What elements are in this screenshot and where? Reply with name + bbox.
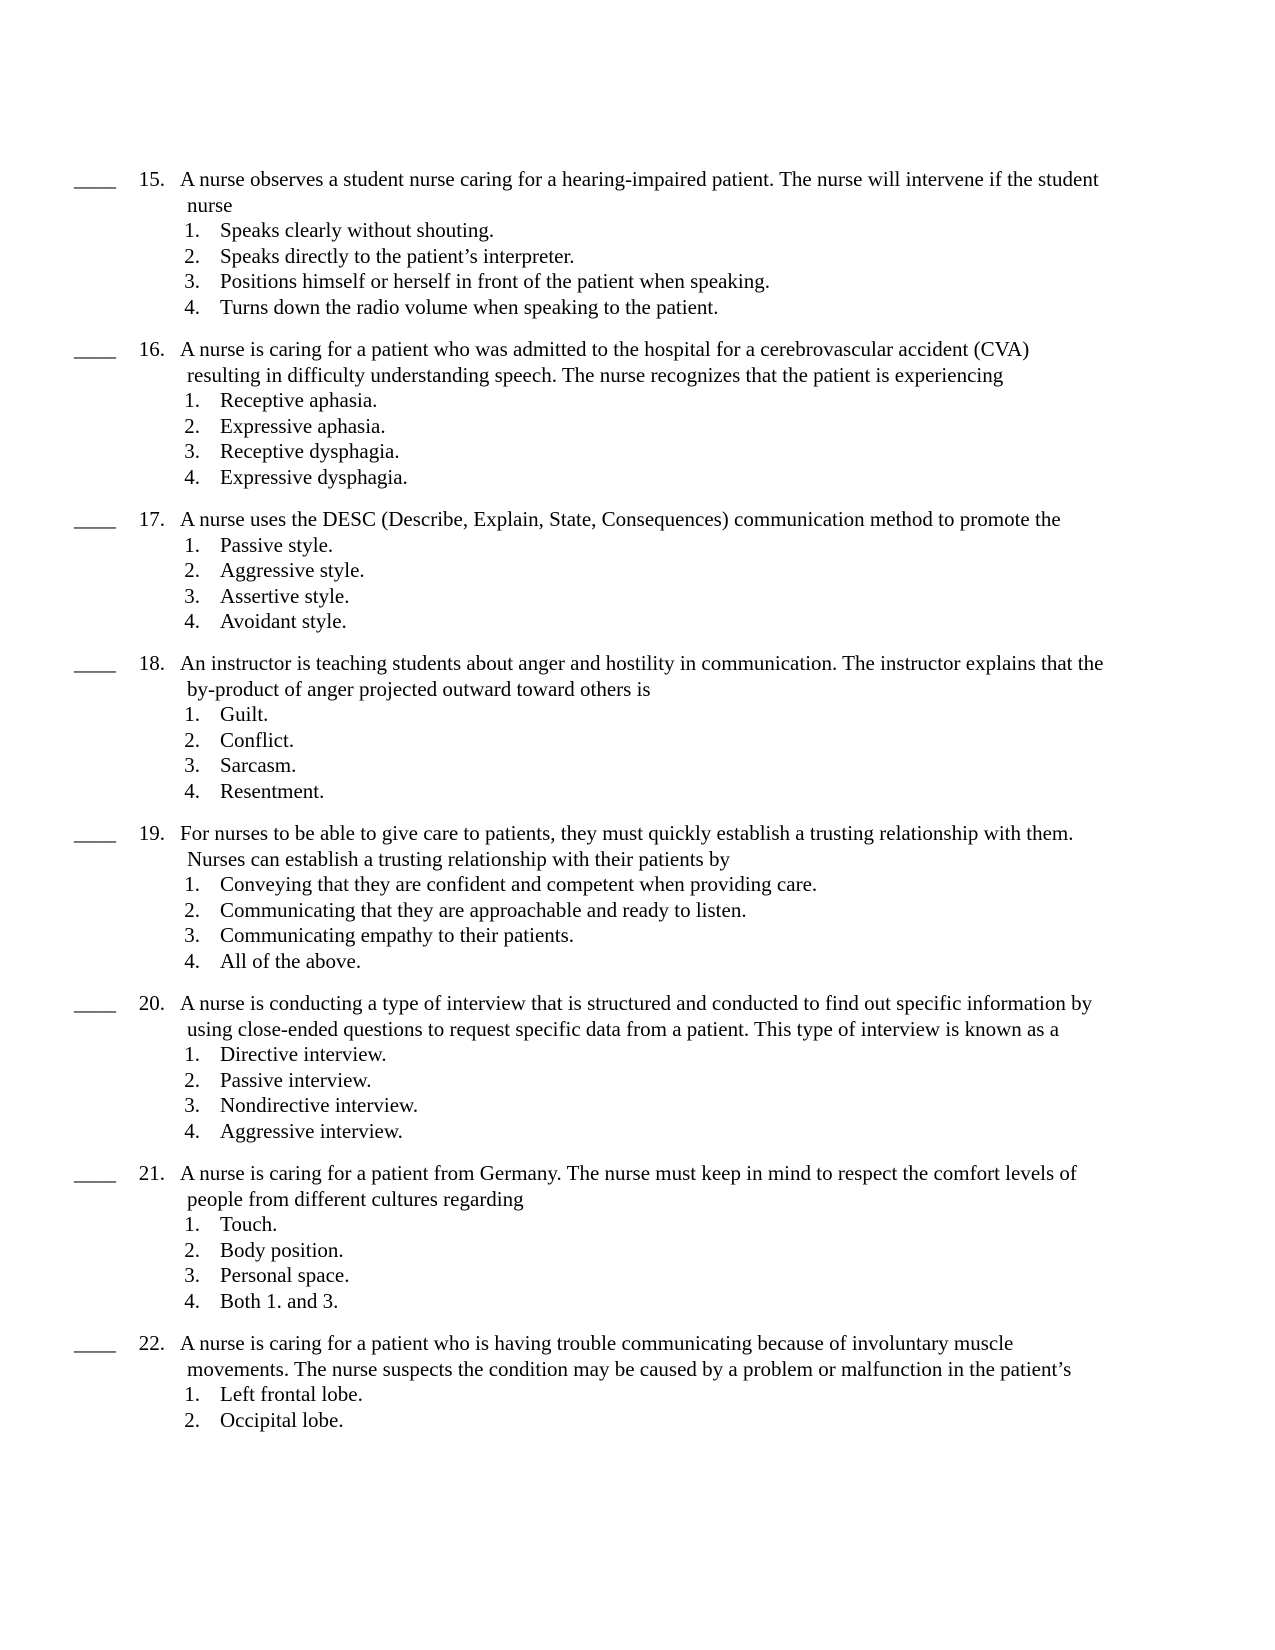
option-2-text: Passive interview. (220, 1067, 372, 1092)
option-2-number: 2. (184, 897, 200, 922)
option-1-number: 1. (184, 872, 200, 896)
question-stem-line-2: using close-ended questions to request specific data from a patient. This type of interview is known as a (187, 1016, 1060, 1041)
option-4-text: Aggressive interview. (220, 1118, 403, 1143)
option-4-number: 4. (184, 294, 200, 319)
option-3-number: 3. (184, 753, 200, 777)
question-stem-line-2: people from different cultures regarding (187, 1186, 524, 1211)
option-2-number: 2. (184, 727, 200, 752)
question-number: 15. (138, 167, 165, 191)
option-1-number: 1. (184, 1042, 200, 1066)
answer-blank[interactable]: ____ (74, 507, 116, 531)
answer-blank[interactable]: ____ (74, 337, 116, 361)
option-1-text: Left frontal lobe. (220, 1382, 363, 1406)
option-3-number: 3. (184, 269, 200, 293)
option-3-text: Assertive style. (220, 583, 350, 608)
question-stem-line-1: A nurse observes a student nurse caring for a hearing-impaired patient. The nurse will intervene if the student (180, 167, 1099, 191)
answer-blank[interactable]: ____ (74, 1331, 116, 1355)
option-2-number: 2. (184, 1237, 200, 1262)
option-3-text: Nondirective interview. (220, 1093, 419, 1117)
answer-blank[interactable]: ____ (74, 991, 116, 1015)
option-4-text: Expressive dysphagia. (220, 464, 408, 489)
option-4-text: Both 1. and 3. (220, 1288, 339, 1313)
question-number: 21. (138, 1161, 165, 1185)
option-3-text: Communicating empathy to their patients. (220, 923, 575, 947)
question-number: 20. (138, 991, 165, 1015)
question-number: 17. (138, 507, 165, 531)
question-stem-line-1: An instructor is teaching students about anger and hostility in communication. The instructor explains that the (180, 651, 1104, 675)
option-1-text: Passive style. (220, 532, 334, 557)
option-1-number: 1. (184, 1382, 200, 1406)
option-1-number: 1. (184, 388, 200, 412)
option-1-number: 1. (184, 1212, 200, 1236)
option-4-text: All of the above. (220, 948, 362, 973)
question-number: 19. (138, 821, 165, 845)
question-number: 16. (138, 337, 165, 361)
option-4-text: Resentment. (220, 778, 325, 803)
option-4-text: Turns down the radio volume when speaking to the patient. (220, 294, 719, 319)
option-4-number: 4. (184, 1118, 200, 1143)
option-4-number: 4. (184, 609, 200, 633)
option-3-number: 3. (184, 1093, 200, 1117)
option-2-number: 2. (184, 1067, 200, 1092)
option-4-number: 4. (184, 948, 200, 973)
question-stem-line-1: A nurse is caring for a patient who was admitted to the hospital for a cerebrovascular accident (CVA) (180, 337, 1030, 361)
option-2-number: 2. (184, 558, 200, 582)
option-4-number: 4. (184, 1288, 200, 1313)
option-2-number: 2. (184, 1407, 200, 1432)
question-stem-line-2: movements. The nurse suspects the condition may be caused by a problem or malfunction in the patient’s (187, 1356, 1072, 1381)
option-3-number: 3. (184, 1263, 200, 1287)
option-2-text: Conflict. (220, 727, 295, 752)
question-stem-line-1: A nurse is caring for a patient who is having trouble communicating because of involuntary muscle (180, 1331, 1014, 1355)
option-1-text: Receptive aphasia. (220, 388, 378, 412)
question-stem-line-1: A nurse is conducting a type of interview that is structured and conducted to find out specific information by (180, 991, 1093, 1015)
answer-blank[interactable]: ____ (74, 651, 116, 675)
option-1-number: 1. (184, 218, 200, 242)
question-stem-line-2: Nurses can establish a trusting relationship with their patients by (187, 846, 730, 871)
question-stem-line-2: by-product of anger projected outward toward others is (187, 676, 651, 701)
option-4-number: 4. (184, 778, 200, 803)
option-3-text: Personal space. (220, 1263, 350, 1287)
answer-blank[interactable]: ____ (74, 167, 116, 191)
option-3-text: Positions himself or herself in front of the patient when speaking. (220, 269, 770, 293)
option-1-text: Touch. (220, 1212, 278, 1236)
question-number: 22. (138, 1331, 165, 1355)
option-3-text: Receptive dysphagia. (220, 439, 400, 463)
option-1-text: Guilt. (220, 702, 269, 726)
option-1-text: Speaks clearly without shouting. (220, 218, 495, 242)
option-4-text: Avoidant style. (220, 609, 347, 633)
question-stem-line-2: resulting in difficulty understanding speech. The nurse recognizes that the patient is experiencing (187, 362, 1004, 387)
option-1-number: 1. (184, 532, 200, 557)
question-stem-line-1: A nurse uses the DESC (Describe, Explain, State, Consequences) communication method to promote the (180, 507, 1061, 531)
answer-blank[interactable]: ____ (74, 821, 116, 845)
option-2-number: 2. (184, 413, 200, 438)
option-2-number: 2. (184, 243, 200, 268)
option-2-text: Occipital lobe. (220, 1407, 344, 1432)
option-3-number: 3. (184, 923, 200, 947)
option-2-text: Aggressive style. (220, 558, 365, 582)
option-3-number: 3. (184, 439, 200, 463)
option-2-text: Communicating that they are approachable and ready to listen. (220, 897, 747, 922)
option-3-number: 3. (184, 583, 200, 608)
option-1-text: Directive interview. (220, 1042, 387, 1066)
question-stem-line-1: For nurses to be able to give care to patients, they must quickly establish a trusting relationship with them. (180, 821, 1074, 845)
option-1-number: 1. (184, 702, 200, 726)
option-3-text: Sarcasm. (220, 753, 297, 777)
option-2-text: Speaks directly to the patient’s interpreter. (220, 243, 575, 268)
option-2-text: Expressive aphasia. (220, 413, 386, 438)
answer-blank[interactable]: ____ (74, 1161, 116, 1185)
option-2-text: Body position. (220, 1237, 344, 1262)
question-stem-line-1: A nurse is caring for a patient from Germany. The nurse must keep in mind to respect the comfort levels of (180, 1161, 1077, 1185)
option-4-number: 4. (184, 464, 200, 489)
question-number: 18. (138, 651, 165, 675)
option-1-text: Conveying that they are confident and competent when providing care. (220, 872, 818, 896)
question-stem-line-2: nurse (187, 192, 233, 217)
